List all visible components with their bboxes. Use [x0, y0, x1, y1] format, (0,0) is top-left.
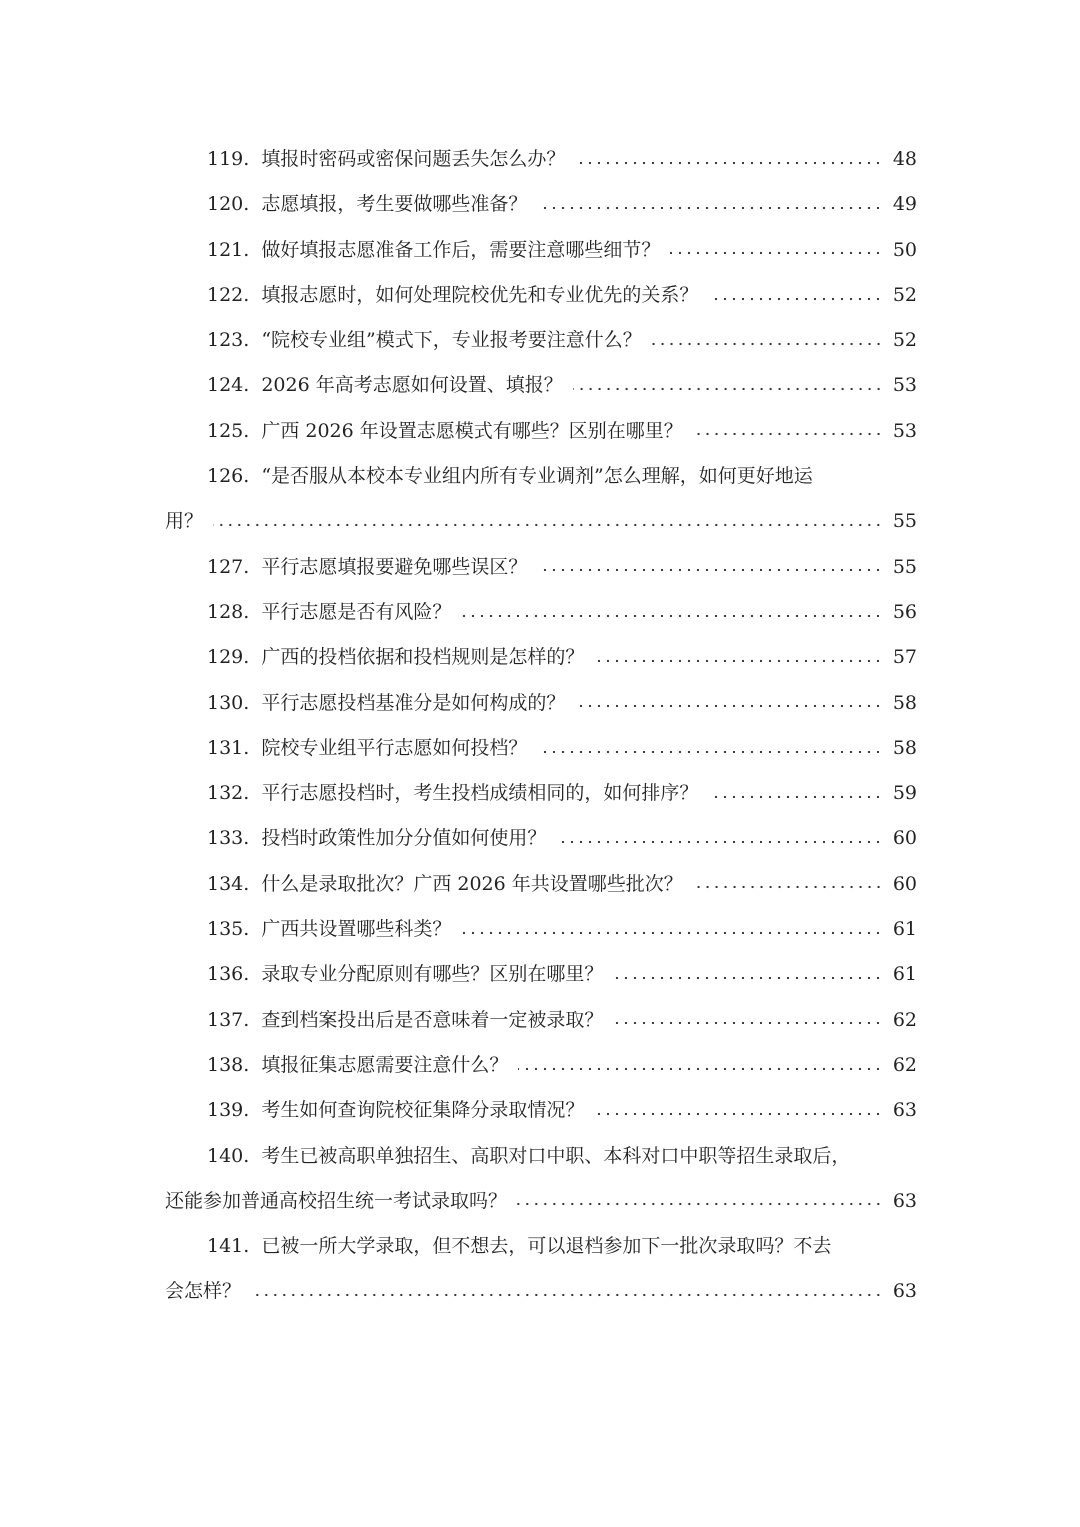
- dot-leader: [594, 659, 882, 663]
- dot-leader: [708, 795, 882, 799]
- toc-entry[interactable]: [165, 771, 917, 816]
- dot-leader: [575, 161, 882, 165]
- dot-leader: [537, 568, 882, 572]
- toc-entry[interactable]: [165, 454, 917, 545]
- entry-page-number: 62: [892, 1008, 917, 1031]
- dot-leader: [461, 614, 882, 618]
- entry-page-number: 50: [892, 238, 917, 261]
- entry-title: “院校专业组”模式下，专业报考要注意什么？: [261, 329, 642, 352]
- entry-page-number: 52: [892, 329, 917, 352]
- dot-leader: [594, 1112, 882, 1116]
- entry-page-number: 61: [892, 918, 917, 941]
- toc-entry[interactable]: [165, 1134, 917, 1225]
- entry-number: 128.: [207, 600, 250, 623]
- dot-leader: [708, 297, 882, 301]
- entry-page-number: 60: [892, 872, 917, 895]
- entry-number: 126.: [207, 465, 250, 488]
- entry-title-line2: 还能参加普通高校招生统一考试录取吗？: [165, 1189, 508, 1212]
- toc-entry[interactable]: [165, 363, 917, 408]
- toc-entry[interactable]: [165, 998, 917, 1043]
- entry-page-number: 63: [892, 1280, 917, 1303]
- dot-leader: [613, 976, 882, 980]
- toc-entry[interactable]: [165, 409, 917, 454]
- entry-number: 134.: [207, 872, 250, 895]
- toc-entry[interactable]: [165, 1088, 917, 1133]
- entry-title-line2: 用？: [165, 510, 204, 533]
- entry-page-number: 57: [892, 646, 917, 669]
- entry-title-line1: 已被一所大学录取，但不想去，可以退档参加下一批次录取吗？不去: [261, 1235, 832, 1258]
- entry-number: 137.: [207, 1008, 250, 1031]
- entry-title: 录取专业分配原则有哪些？区别在哪里？: [261, 963, 604, 986]
- entry-number: 125.: [207, 419, 250, 442]
- dot-leader: [670, 251, 882, 255]
- entry-page-number: 56: [892, 600, 917, 623]
- entry-number: 127.: [207, 555, 250, 578]
- entry-page-number: 55: [892, 555, 917, 578]
- toc-entry[interactable]: [165, 318, 917, 363]
- entry-title: 填报志愿时，如何处理院校优先和专业优先的关系？: [261, 283, 699, 306]
- entry-title: 平行志愿投档基准分是如何构成的？: [261, 691, 566, 714]
- toc-entry[interactable]: [165, 137, 917, 182]
- entry-page-number: 58: [892, 691, 917, 714]
- entry-page-number: 53: [892, 419, 917, 442]
- dot-leader: [517, 1202, 883, 1206]
- entry-number: 138.: [207, 1053, 250, 1076]
- entry-number: 130.: [207, 691, 250, 714]
- entry-page-number: 63: [892, 1099, 917, 1122]
- entry-title: 做好填报志愿准备工作后，需要注意哪些细节？: [261, 238, 661, 261]
- entry-number: 121.: [207, 238, 250, 261]
- toc-entry[interactable]: [165, 273, 917, 318]
- toc-entry[interactable]: [165, 952, 917, 997]
- dot-leader: [537, 750, 882, 754]
- dot-leader: [613, 1021, 882, 1025]
- entry-page-number: 61: [892, 963, 917, 986]
- entry-title: 志愿填报，考生要做哪些准备？: [261, 193, 528, 216]
- entry-title: 平行志愿填报要避免哪些误区？: [261, 555, 528, 578]
- entry-title: 平行志愿投档时，考生投档成绩相同的，如何排序？: [261, 782, 699, 805]
- entry-number: 136.: [207, 963, 250, 986]
- entry-number: 139.: [207, 1099, 250, 1122]
- entry-page-number: 62: [892, 1053, 917, 1076]
- toc-entry[interactable]: [165, 726, 917, 771]
- entry-number: 120.: [207, 193, 250, 216]
- dot-leader: [573, 387, 883, 391]
- dot-leader: [461, 931, 882, 935]
- entry-number: 140.: [207, 1144, 250, 1167]
- entry-page-number: 58: [892, 736, 917, 759]
- entry-number: 132.: [207, 782, 250, 805]
- dot-leader: [652, 342, 883, 346]
- entry-number: 123.: [207, 329, 250, 352]
- dot-leader: [518, 1067, 882, 1071]
- toc-entry[interactable]: [165, 681, 917, 726]
- entry-number: 129.: [207, 646, 250, 669]
- entry-title: 平行志愿是否有风险？: [261, 600, 452, 623]
- dot-leader: [251, 1293, 883, 1297]
- entry-page-number: 55: [892, 510, 917, 533]
- toc-entry[interactable]: [165, 1043, 917, 1088]
- entry-page-number: 59: [892, 782, 917, 805]
- entry-page-number: 60: [892, 827, 917, 850]
- entry-title: 广西共设置哪些科类？: [261, 918, 452, 941]
- toc-entry[interactable]: [165, 816, 917, 861]
- entry-page-number: 53: [892, 374, 917, 397]
- entry-title: 院校专业组平行志愿如何投档？: [261, 736, 528, 759]
- entry-title-line1: “是否服从本校本专业组内所有专业调剂”怎么理解，如何更好地运: [261, 465, 813, 488]
- entry-number: 122.: [207, 283, 250, 306]
- dot-leader: [693, 432, 883, 436]
- toc-entry[interactable]: [165, 228, 917, 273]
- toc-entry[interactable]: [165, 1224, 917, 1315]
- toc-entry[interactable]: [165, 545, 917, 590]
- entry-number: 133.: [207, 827, 250, 850]
- entry-title: 投档时政策性加分分值如何使用？: [261, 827, 547, 850]
- entry-title: 广西的投档依据和投档规则是怎样的？: [261, 646, 585, 669]
- entry-title: 查到档案投出后是否意味着一定被录取？: [261, 1008, 604, 1031]
- dot-leader: [556, 840, 882, 844]
- dot-leader: [537, 206, 882, 210]
- entry-number: 131.: [207, 736, 250, 759]
- dot-leader: [575, 704, 882, 708]
- entry-title: 考生如何查询院校征集降分录取情况？: [261, 1099, 585, 1122]
- entry-page-number: 48: [892, 148, 917, 170]
- entry-title: 填报征集志愿需要注意什么？: [261, 1053, 509, 1076]
- entry-title-line1: 考生已被高职单独招生、高职对口中职、本科对口中职等招生录取后，: [261, 1144, 851, 1167]
- entry-page-number: 52: [892, 283, 917, 306]
- entry-title: 填报时密码或密保问题丢失怎么办？: [261, 148, 566, 170]
- entry-title: 2026 年高考志愿如何设置、填报？: [261, 374, 563, 397]
- toc-entry[interactable]: [165, 590, 917, 635]
- entry-number: 135.: [207, 918, 250, 941]
- toc-entry[interactable]: [165, 635, 917, 680]
- table-of-contents: [165, 137, 917, 1315]
- entry-page-number: 49: [892, 193, 917, 216]
- entry-title: 广西 2026 年设置志愿模式有哪些？区别在哪里？: [261, 419, 683, 442]
- entry-title: 什么是录取批次？广西 2026 年共设置哪些批次？: [261, 872, 683, 895]
- entry-number: 119.: [207, 148, 250, 170]
- entry-number: 124.: [207, 374, 250, 397]
- dot-leader: [693, 885, 883, 889]
- entry-number: 141.: [207, 1235, 250, 1258]
- toc-entry[interactable]: [165, 862, 917, 907]
- toc-entry[interactable]: [165, 182, 917, 227]
- entry-title-line2: 会怎样？: [165, 1280, 242, 1303]
- toc-entry[interactable]: [165, 907, 917, 952]
- dot-leader: [213, 523, 883, 527]
- entry-page-number: 63: [892, 1189, 917, 1212]
